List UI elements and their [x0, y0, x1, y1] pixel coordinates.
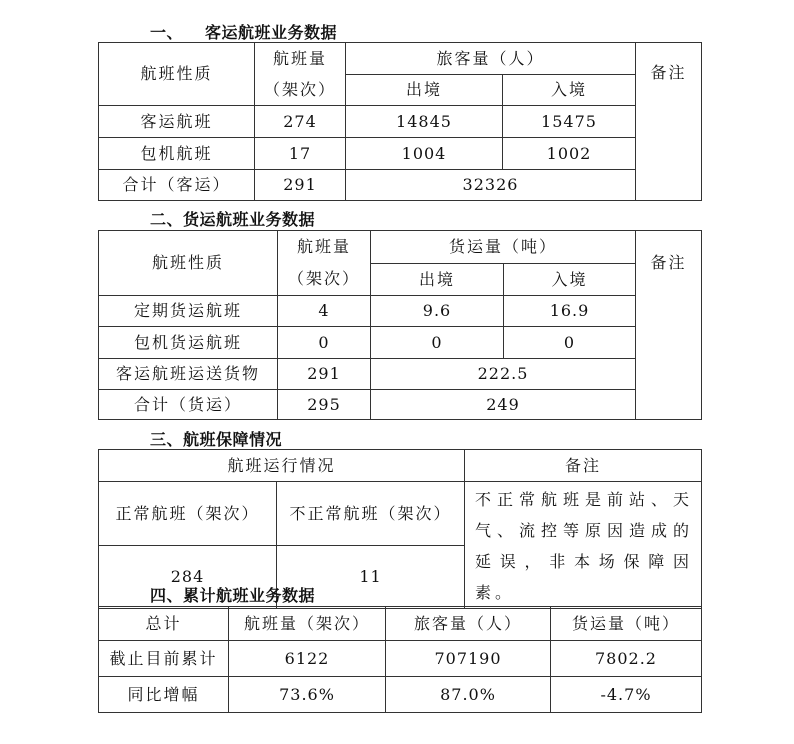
cumulative-table	[98, 606, 702, 713]
row-inbound: 0	[504, 327, 636, 359]
header-inbound: 入境	[503, 74, 636, 106]
header-flight-count-line1: 航班量	[296, 237, 351, 256]
header-flight-count	[278, 231, 371, 296]
total-row	[99, 170, 702, 201]
row-nature: 包机航班	[99, 138, 255, 170]
row-outbound: 0	[371, 327, 504, 359]
row-outbound: 1004	[346, 138, 503, 170]
header-flight-count	[255, 43, 346, 106]
row-nature: 客运航班运送货物	[99, 359, 278, 390]
header-outbound: 出境	[346, 74, 503, 106]
cumulative-label: 截止目前累计	[99, 641, 229, 677]
total-flights: 291	[255, 170, 346, 201]
row-cargo: 222.5	[371, 359, 636, 390]
cumulative-passengers: 707190	[386, 641, 551, 677]
section3-heading: 三、航班保障情况	[150, 430, 283, 449]
total-flights: 295	[278, 390, 371, 420]
header-total: 总计	[99, 607, 229, 641]
passenger-flights-table	[98, 42, 702, 201]
header-flights: 航班量（架次）	[229, 607, 386, 641]
header-flight-count-line2: （架次）	[263, 80, 336, 99]
row-nature: 客运航班	[99, 106, 255, 138]
header-remark: 备注	[465, 450, 702, 482]
row-flights: 17	[255, 138, 346, 170]
header-remark-label: 备注	[650, 253, 687, 272]
header-remark-label: 备注	[650, 63, 687, 82]
section1-heading	[150, 20, 337, 43]
total-cargo: 249	[371, 390, 636, 420]
header-remark	[636, 231, 702, 420]
yoy-flights: 73.6%	[229, 677, 386, 713]
header-flight-count-line1: 航班量	[272, 49, 327, 68]
yoy-passengers: 87.0%	[386, 677, 551, 713]
table-row	[99, 138, 702, 170]
normal-flights-label: 正常航班（架次）	[99, 482, 277, 546]
row-outbound: 14845	[346, 106, 503, 138]
row-flights: 274	[255, 106, 346, 138]
abnormal-flights-value: 11	[277, 545, 465, 609]
section1-heading-text: 客运航班业务数据	[205, 23, 338, 42]
table-row	[99, 296, 702, 327]
cumulative-flights: 6122	[229, 641, 386, 677]
row-inbound: 16.9	[504, 296, 636, 327]
row-flights: 0	[278, 327, 371, 359]
table-row	[99, 677, 702, 713]
table-row	[99, 106, 702, 138]
total-label: 合计（客运）	[99, 170, 255, 201]
header-cargo: 货运量（吨）	[551, 607, 702, 641]
total-passengers: 32326	[346, 170, 636, 201]
total-label: 合计（货运）	[99, 390, 278, 420]
row-inbound: 15475	[503, 106, 636, 138]
row-nature: 包机货运航班	[99, 327, 278, 359]
header-flight-nature: 航班性质	[99, 43, 255, 106]
header-flight-count-line2: （架次）	[287, 269, 360, 288]
row-nature: 定期货运航班	[99, 296, 278, 327]
row-outbound: 9.6	[371, 296, 504, 327]
row-inbound: 1002	[503, 138, 636, 170]
header-remark	[636, 43, 702, 201]
header-cargo-volume: 货运量（吨）	[371, 231, 636, 264]
remark-note: 不正常航班是前站、天气、流控等原因造成的延误，非本场保障因素。	[465, 482, 702, 609]
cumulative-cargo: 7802.2	[551, 641, 702, 677]
abnormal-flights-label: 不正常航班（架次）	[277, 482, 465, 546]
yoy-label: 同比增幅	[99, 677, 229, 713]
row-flights: 291	[278, 359, 371, 390]
header-passenger-volume: 旅客量（人）	[346, 43, 636, 75]
header-operations: 航班运行情况	[99, 450, 465, 482]
cargo-flights-table	[98, 230, 702, 420]
section2-heading: 二、货运航班业务数据	[150, 210, 316, 229]
normal-flights-value: 284	[99, 545, 277, 609]
table-row	[99, 327, 702, 359]
section1-heading-number: 一、	[150, 23, 184, 42]
header-inbound: 入境	[504, 263, 636, 296]
total-row	[99, 390, 702, 420]
header-passengers: 旅客量（人）	[386, 607, 551, 641]
header-outbound: 出境	[371, 263, 504, 296]
section4-heading: 四、累计航班业务数据	[150, 586, 316, 605]
yoy-cargo: -4.7%	[551, 677, 702, 713]
header-flight-nature: 航班性质	[99, 231, 278, 296]
table-row	[99, 641, 702, 677]
row-flights: 4	[278, 296, 371, 327]
belly-cargo-row	[99, 359, 702, 390]
